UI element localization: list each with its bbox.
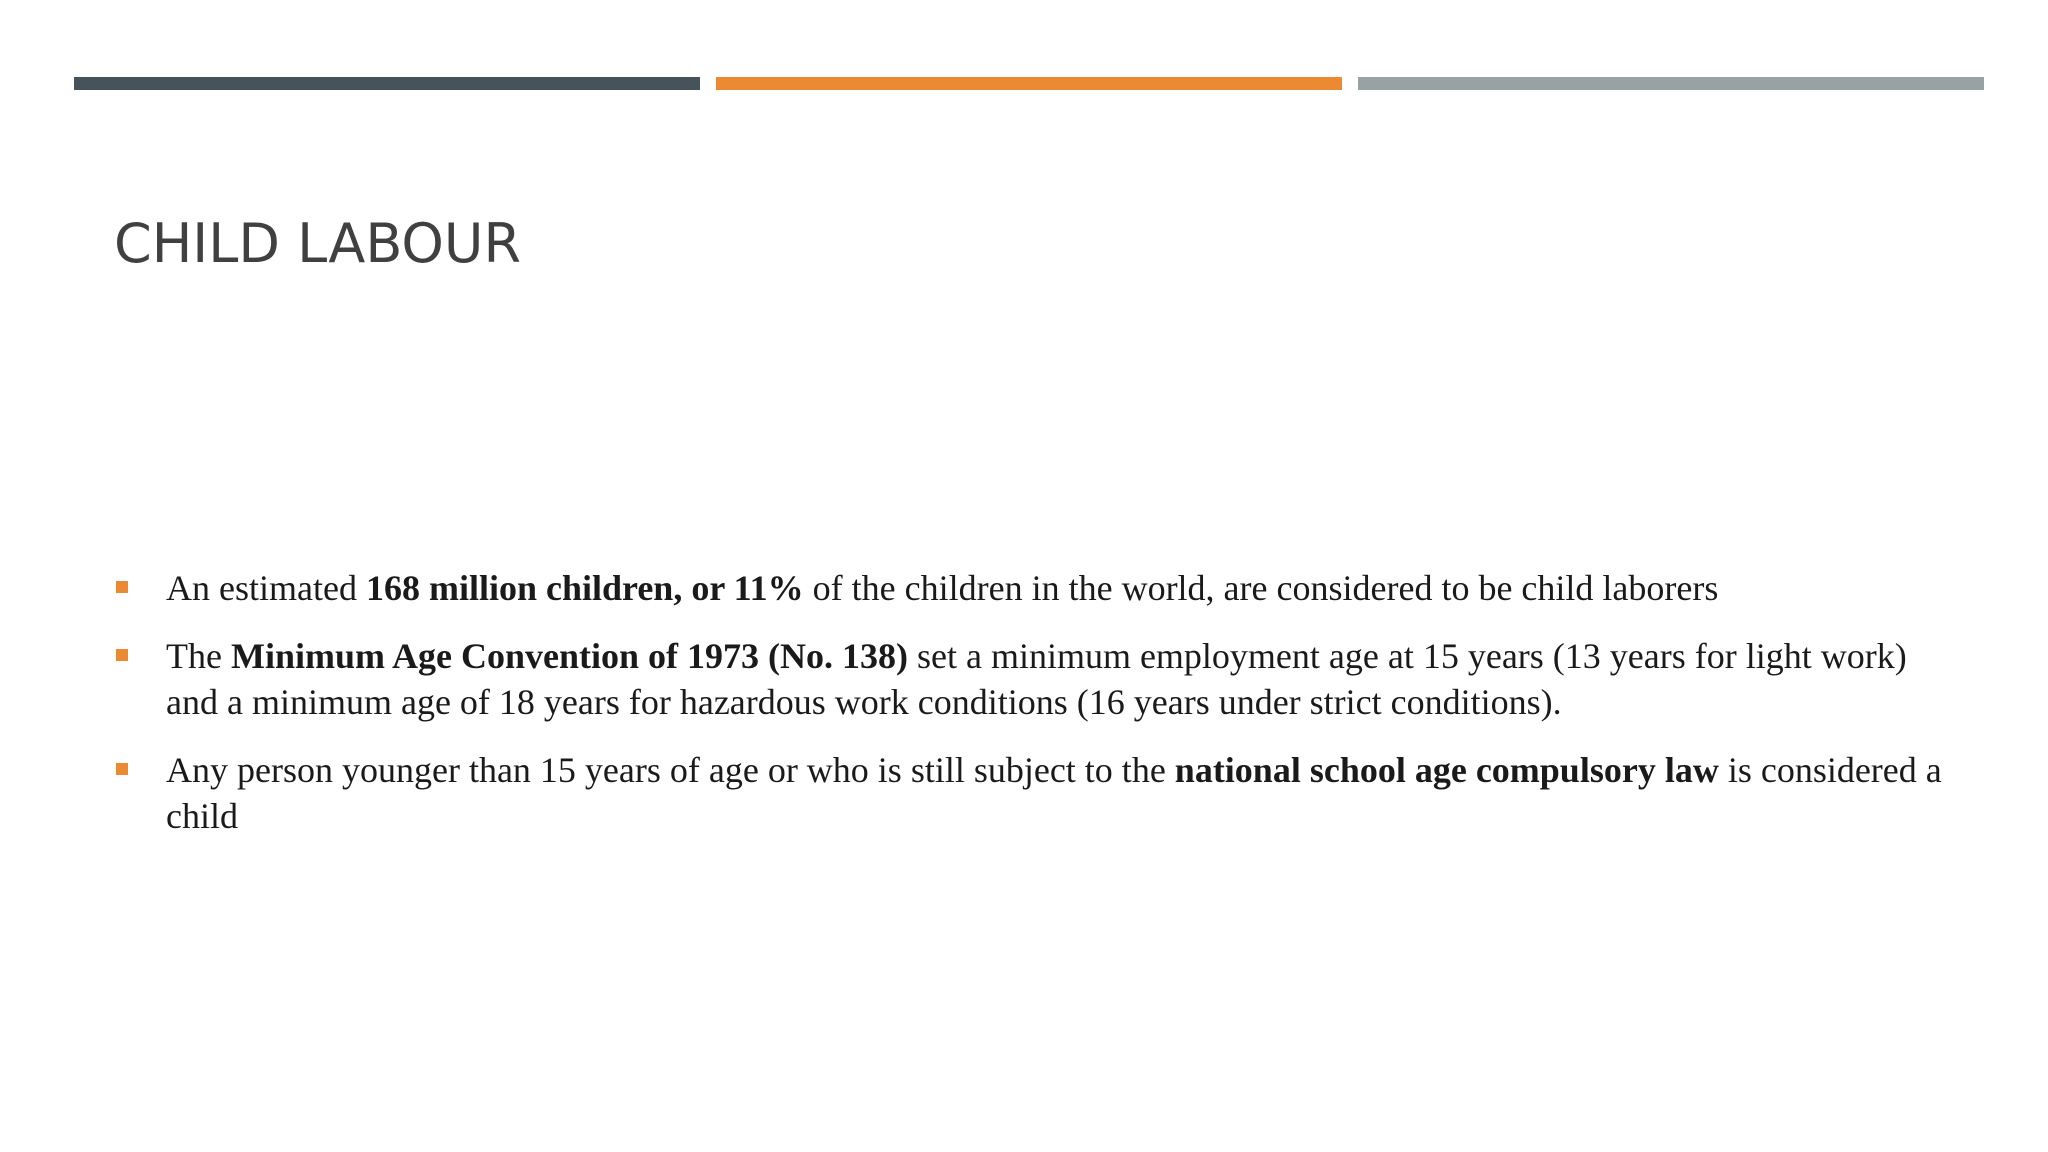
bullet-item bbox=[114, 747, 1944, 839]
bullet-text-bold: 168 million children, or 11% bbox=[365, 568, 804, 608]
bullet-text: Any person younger than 15 years of age or who is still subject to the bbox=[166, 750, 1175, 790]
bullet-text: An estimated bbox=[166, 568, 366, 608]
bullet-text: set a minimum employment age at 15 years (13 years for light work) and a minimum age of 18 years for hazardous work conditions (16 years under strict conditions). bbox=[166, 636, 1907, 722]
bullet-text-bold: national school age compulsory law bbox=[1174, 750, 1719, 790]
bullet-text: is considered a child bbox=[166, 750, 1942, 836]
square-bullet-icon bbox=[116, 649, 128, 661]
square-bullet-icon bbox=[116, 581, 128, 593]
bullet-item bbox=[114, 633, 1944, 725]
accent-bar-dark bbox=[74, 77, 700, 90]
slide-title: CHILD LABOUR bbox=[114, 212, 521, 275]
bullet-item bbox=[114, 565, 1944, 611]
bullet-text: of the children in the world, are considered to be child laborers bbox=[803, 568, 1719, 608]
bullet-list bbox=[114, 565, 1944, 861]
accent-bar-orange bbox=[716, 77, 1342, 90]
square-bullet-icon bbox=[116, 763, 128, 775]
accent-bar-gray bbox=[1358, 77, 1984, 90]
bullet-text-bold: Minimum Age Convention of 1973 (No. 138) bbox=[230, 636, 908, 676]
bullet-text: The bbox=[166, 636, 231, 676]
